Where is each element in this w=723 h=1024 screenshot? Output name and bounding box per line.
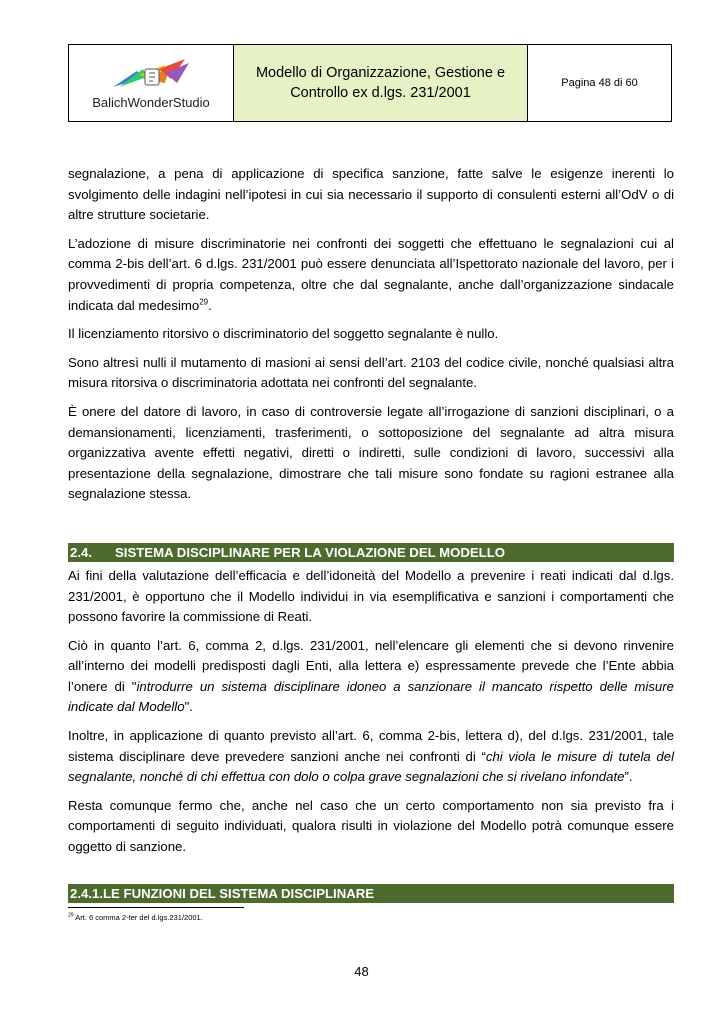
paragraph-text: Inoltre, in applicazione di quanto previsto all’art. 6, comma 2-bis, lettera d), del d.lgs. 231/2001, tale sistema disciplinare deve prevedere sanzioni anche nei confronti di “ <box>68 728 674 764</box>
paragraph <box>68 726 674 788</box>
page-indicator: Pagina 48 di 60 <box>561 77 638 89</box>
footnote-divider <box>68 907 244 908</box>
logo-rainbow-icon <box>109 57 191 95</box>
paragraph <box>68 234 674 316</box>
paragraph <box>68 636 674 718</box>
paragraph-quote: introdurre un sistema disciplinare idoneo a sanzionare il mancato rispetto delle misure indicate dal Modello <box>68 678 674 715</box>
header-title: Modello di Organizzazione, Gestione e Controllo ex d.lgs. 231/2001 <box>234 45 528 121</box>
paragraph: Il licenziamento ritorsivo o discriminatorio del soggetto segnalante è nullo. <box>68 326 499 342</box>
paragraph-end: ”. <box>624 769 633 785</box>
section-title: SISTEMA DISCIPLINARE PER LA VIOLAZIONE DEL MODELLO <box>115 544 506 560</box>
paragraph-end: ". <box>184 699 193 715</box>
paragraph: Sono altresì nulli il mutamento di masioni ai sensi dell’art. 2103 del codice civile, nonché qualsiasi altra misura ritorsiva o discriminatoria adottata nei confronti del segnalante. <box>68 354 674 391</box>
paragraph: Ai fini della valutazione dell’efficacia e dell’idoneità del Modello a prevenire i reati indicati dal d.lgs. 231/2001, è opportuno che il Modello individui in via esemplificativa e sanzioni i comportamenti che possono favorire la commissione di Reati. <box>68 567 674 625</box>
paragraph: Resta comunque fermo che, anche nel caso che un certo comportamento non sia previsto fra i comportamenti di seguito individuati, qualora risulti in violazione del Modello potrà comunque essere oggetto di sanzione. <box>68 797 674 855</box>
logo-text: BalichWonderStudio <box>92 95 210 110</box>
paragraph-text: L’adozione di misure discriminatorie nei confronti dei soggetti che effettuano le segnalazioni cui al comma 2-bis dell’art. 6 d.lgs. 231/2001 può essere denunciata all’Ispettorato nazionale del lavoro, per i provvedimenti di propria competenza, oltre che dal segnalante, anche dall’organizzazione sindacale indicata dal medesimo <box>68 235 674 313</box>
section-number: 2.4. <box>70 544 92 560</box>
document-body <box>68 164 674 907</box>
document-header <box>68 44 672 122</box>
section-heading-2-4 <box>68 543 674 562</box>
paragraph: segnalazione, a pena di applicazione di specifica sanzione, fatte salve le esigenze inerenti lo svolgimento delle indagini nell’ipotesi in cui sia necessario il supporto di consulenti esterni all’OdV o di altre strutture societarie. <box>68 166 674 223</box>
paragraph-text: Ciò in quanto l’art. 6, comma 2, d.lgs. 231/2001, nell’elencare gli elementi che si devono rinvenire all’interno dei modelli predisposti dagli Enti, alla lettera e) espressamente prevede che l’Ente abbia l’onere di " <box>68 637 674 694</box>
section-title: 2.4.1.LE FUNZIONI DEL SISTEMA DISCIPLINARE <box>70 885 375 901</box>
footnote-number: 29 <box>68 912 74 919</box>
paragraph-end: . <box>208 297 212 313</box>
paragraph: È onere del datore di lavoro, in caso di controversie legate all’irrogazione di sanzioni disciplinari, o a demansionamenti, licenziamenti, trasferimenti, o sottoposizione del segnalante ad altra misura organizzativa avente effetti negativi, diretti o indiretti, sulle condizioni di lavoro, successivi alla presentazione della segnalazione, dimostrare che tali misure sono fondate su ragioni estranee alla segnalazione stessa. <box>68 403 674 502</box>
logo-cell <box>69 45 234 121</box>
page-number: 48 <box>354 964 369 979</box>
footnote <box>68 913 203 922</box>
paragraph-quote: chi viola le misure di tutela del segnalante, nonché di chi effettua con dolo o colpa grave segnalazioni che si rivelano infondate <box>68 748 675 785</box>
footnote-text: Art. 6 comma 2-ter del d.lgs.231/2001. <box>73 913 203 922</box>
section-heading-2-4-1 <box>68 884 674 903</box>
footnote-ref[interactable]: 29 <box>199 297 209 307</box>
